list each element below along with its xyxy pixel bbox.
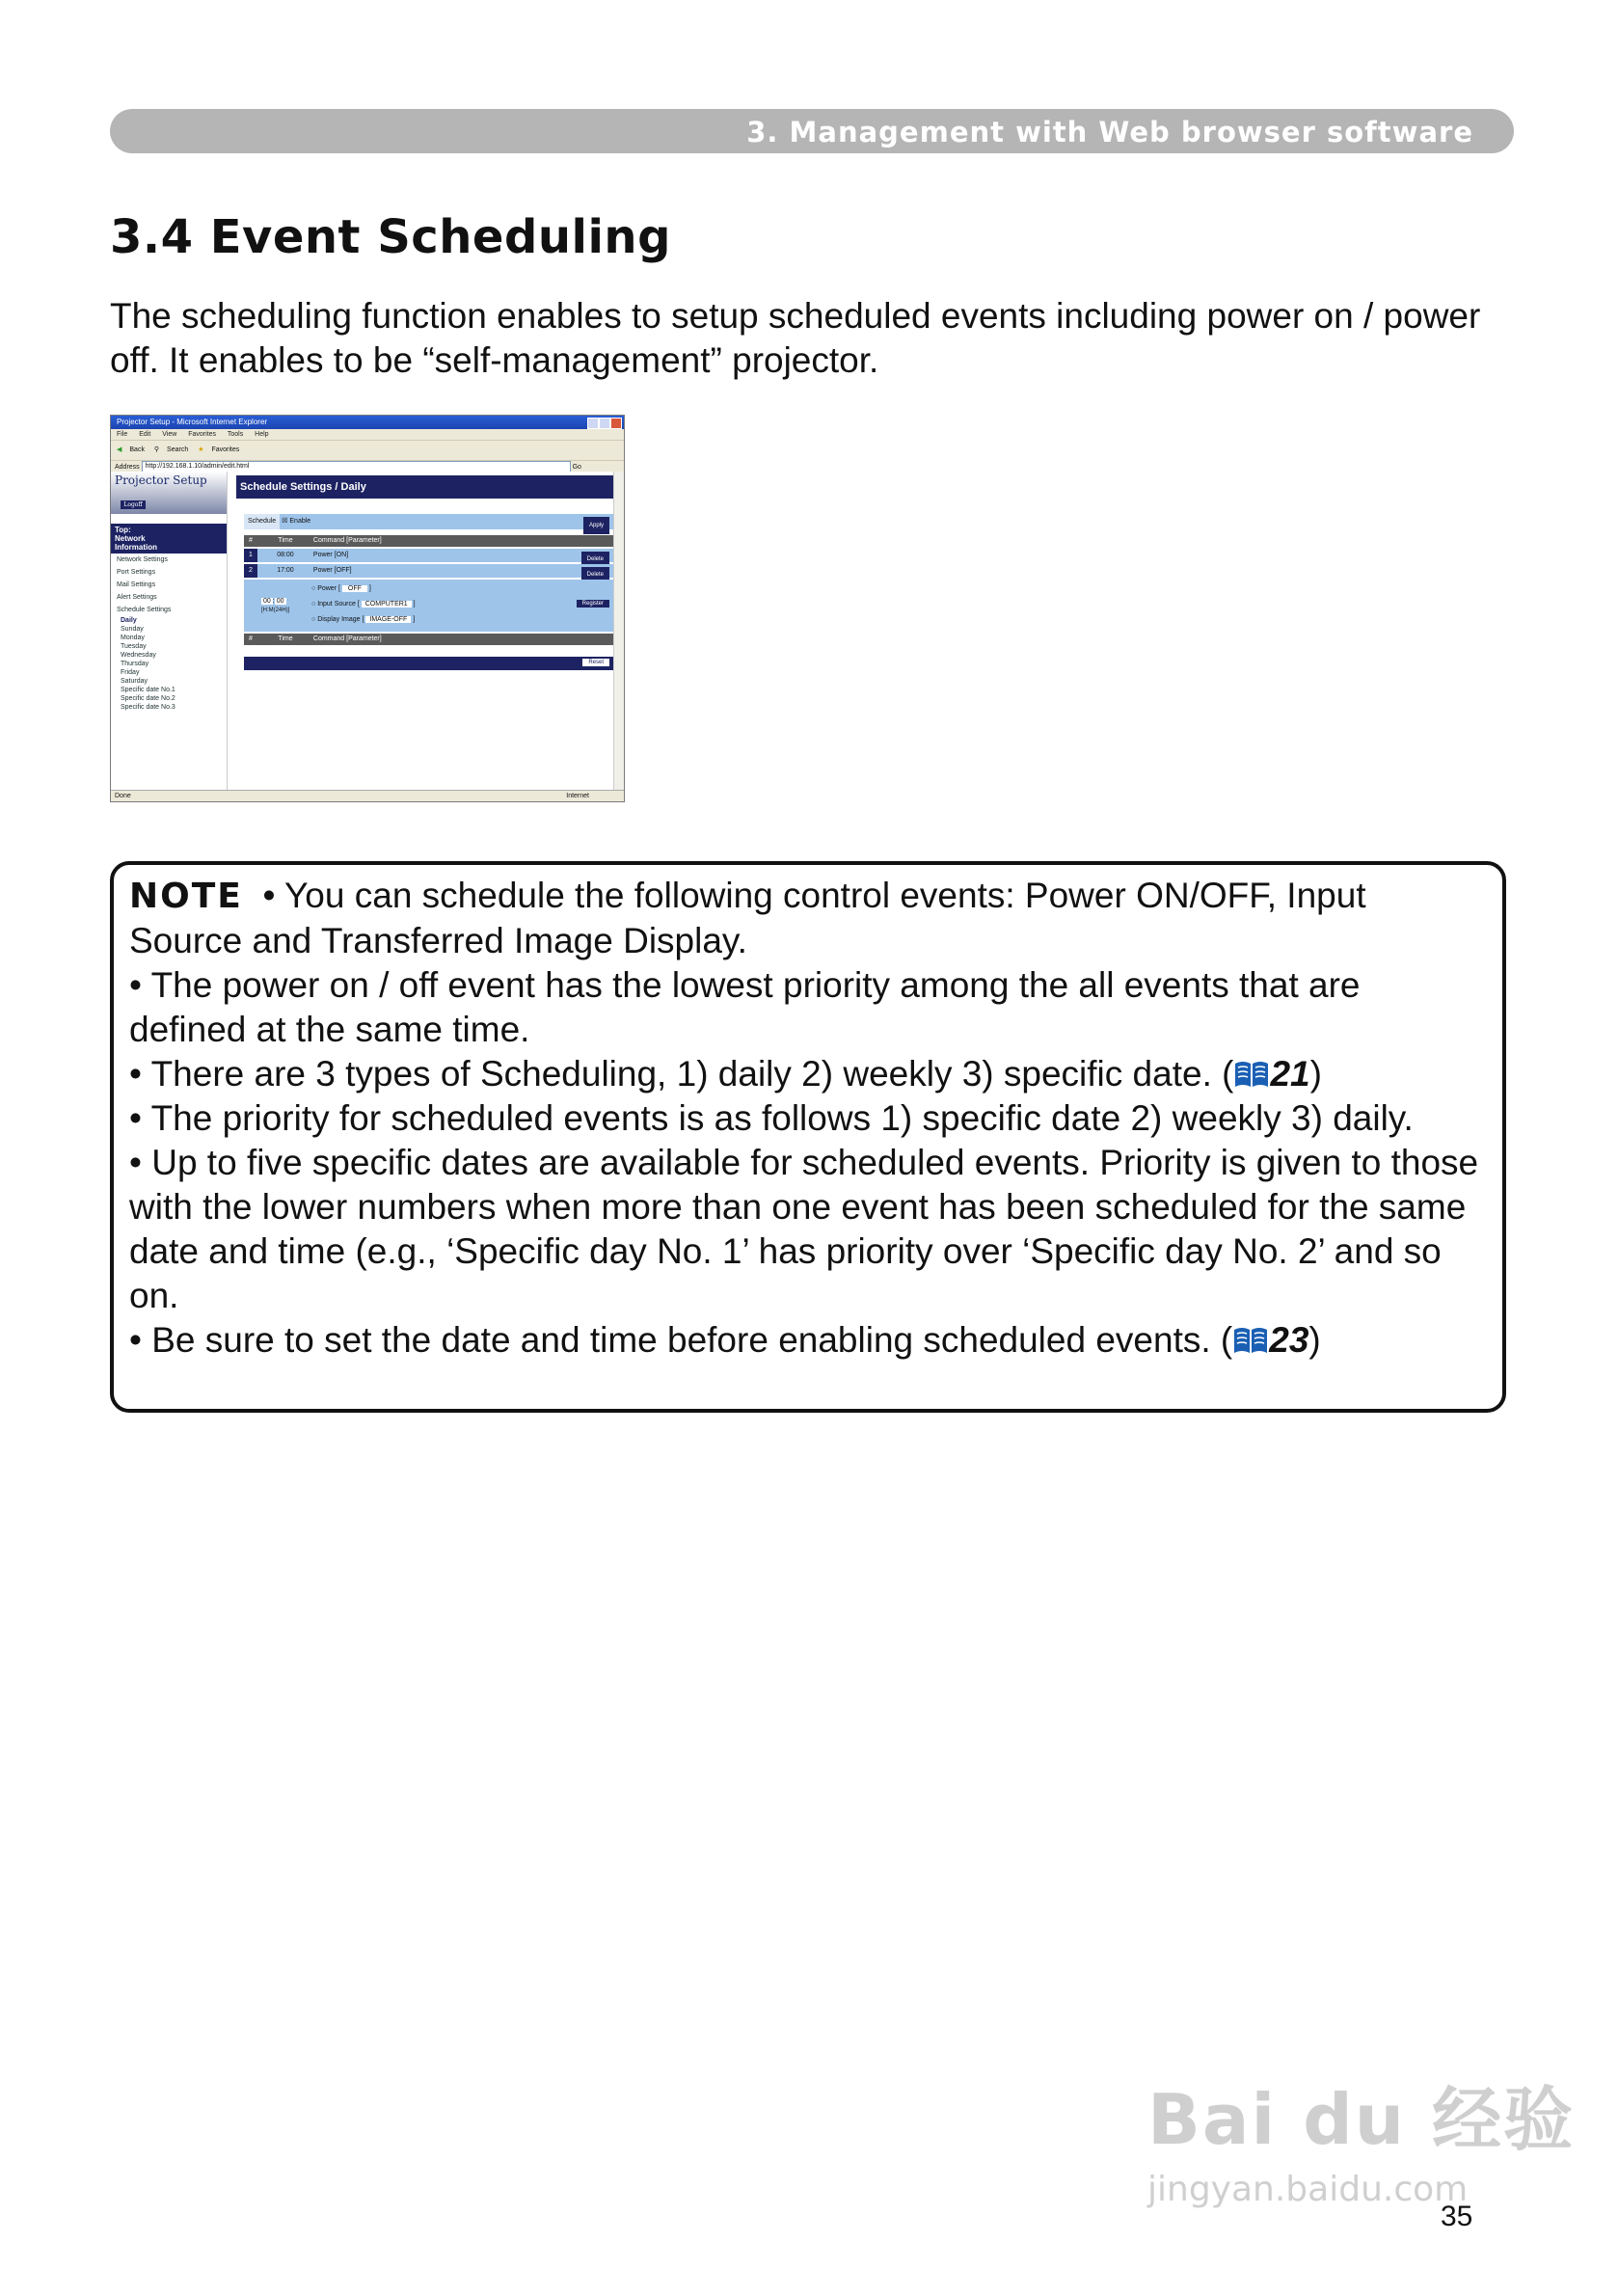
menu-file: File [117,431,128,438]
event-1-time: 08:00 [277,552,294,558]
top-information: Information [115,543,157,552]
note-text-6: • Be sure to set the date and time before enabling scheduled events. ( [129,1320,1233,1360]
note-item-4: • The priority for scheduled events is as follows 1) specific date 2) weekly 3) daily. [129,1098,1414,1138]
event-2-num: 2 [244,564,257,578]
top-label: Top: [115,526,131,534]
option-input-source: ○ Input Source [ COMPUTER1 ] [311,601,416,608]
note-item-5: • Up to five specific dates are available for scheduled events. Priority is given to those with the lower numbers when more than one event has been scheduled for the same date and time (e.g., ‘Specific day No. 1’ has priority over ‘Specific day No. 2’ and so on. [129,1143,1479,1315]
schedule-specific-3: Specific date No.3 [121,704,175,711]
status-done: Done [115,793,131,799]
option-power-value: OFF [342,585,367,592]
status-bar [111,790,625,801]
apply-button: Apply [583,517,609,534]
col-command: Command [Parameter] [312,537,382,544]
new-event-time: 00 : 00 [H:M(24H)] [261,598,290,613]
event-1-delete-button: Delete [581,552,609,567]
section-header-bar [110,109,1514,153]
schedule-sunday: Sunday [121,626,144,633]
nav-mail-settings: Mail Settings [117,581,156,588]
time-hint: [H:M(24H)] [261,608,290,613]
go-label: Go [572,463,581,471]
new-time-hour: 00 [263,598,271,605]
page-content [111,472,624,790]
event-2-delete-button: Delete [581,567,609,582]
nav-network-settings: Network Settings [117,556,168,563]
new-time-minute: 00 [276,598,284,605]
menu-edit: Edit [139,431,151,438]
note-item-6 [129,1318,1487,1363]
note-label: NOTE [129,877,243,916]
option-power: ○ Power [ OFF ] [311,585,371,592]
schedule-settings-screenshot [110,415,625,802]
new-event-options [311,581,416,628]
back-icon: ◀ [117,446,122,453]
logoff-button: Logoff [121,500,146,509]
schedule-specific-1: Specific date No.1 [121,687,175,693]
register-button: Register [577,600,609,608]
event-row-2 [244,564,615,578]
option-power-label: Power [317,585,337,592]
option-display-label: Display Image [317,616,361,623]
watermark-brand: Bai du 经验 [1147,2079,1576,2160]
note-box [110,861,1506,1413]
col-time: Time [278,537,293,544]
nav-port-settings: Port Settings [117,569,156,576]
page-title: 3.4 Event Scheduling [110,210,671,264]
note-item-2: • The power on / off event has the lowest priority among the all events that are defined at the same time. [129,965,1361,1049]
option-display-value: IMAGE-OFF [365,616,411,623]
enable-label: Enable [289,518,311,525]
note-ref-23: 23 [1269,1320,1309,1360]
sidebar [111,472,228,790]
menu-favorites: Favorites [188,431,217,438]
note-item-1 [129,874,1487,963]
event-row-1 [244,549,615,562]
schedule-label: Schedule [244,514,280,529]
schedule-saturday: Saturday [121,678,148,685]
option-input-label: Input Source [317,601,356,608]
search-icon: ⚲ [153,446,160,453]
minimize-icon [587,418,599,429]
schedule-wednesday: Wednesday [121,652,156,659]
intro-paragraph: The scheduling function enables to setup scheduled events including power on / power off. It enables to be “self-management” projector. [110,296,1481,380]
event-1-num: 1 [244,549,257,562]
schedule-specific-2: Specific date No.2 [121,695,175,702]
page-scrollbar [613,472,624,790]
window-title: Projector Setup - Microsoft Internet Explorer [117,418,268,426]
favorites-label: Favorites [211,446,240,453]
section-header-text: 3. Management with Web browser software [746,116,1473,149]
note-close-1: ) [1309,1054,1322,1094]
nav-schedule-settings: Schedule Settings [117,607,172,613]
window-titlebar [111,416,624,429]
note-item-3 [129,1052,1487,1096]
menu-help: Help [255,431,269,438]
new-event-row [244,580,615,632]
menu-bar [111,429,624,440]
top-network-information [111,524,227,554]
browser-toolbar [111,440,624,460]
close-icon [610,418,622,429]
event-2-command: Power [OFF] [312,567,352,574]
top-network: Network [115,534,146,543]
schedule-friday: Friday [121,669,140,676]
page-number: 35 [1441,2201,1473,2232]
col-command-footer: Command [Parameter] [312,635,382,642]
logo-text: Projector Setup [115,473,207,487]
note-ref-21: 21 [1270,1054,1310,1094]
menu-tools: Tools [227,431,244,438]
events-header-row [244,535,615,547]
schedule-tuesday: Tuesday [121,643,147,650]
favorites-icon: ★ [198,446,204,453]
reset-button: Reset [582,659,609,666]
schedule-heading: Schedule Settings / Daily [236,475,617,499]
option-display-image: ○ Display Image [ IMAGE-OFF ] [311,616,416,623]
schedule-main-panel [236,472,617,790]
projector-setup-logo [111,472,227,514]
col-time-footer: Time [278,635,293,642]
maximize-icon [599,418,610,429]
schedule-enable-row [244,514,615,529]
col-num: # [249,537,253,544]
schedule-thursday: Thursday [121,661,149,667]
note-text-1: • You can schedule the following control events: Power ON/OFF, Input Source and Transferred Image Display. [129,876,1366,960]
event-2-time: 17:00 [277,567,294,574]
event-1-command: Power [ON] [312,552,349,558]
schedule-daily: Daily [121,617,137,624]
search-label: Search [167,446,189,453]
status-zone: Internet [566,793,589,799]
note-close-2: ) [1308,1320,1321,1360]
menu-view: View [162,431,177,438]
nav-alert-settings: Alert Settings [117,594,157,601]
book-reference-icon [1232,1324,1269,1357]
schedule-monday: Monday [121,635,145,641]
address-field: http://192.168.1.10/admin/edit.html [142,461,571,473]
book-reference-icon [1233,1058,1270,1091]
watermark-url: jingyan.baidu.com [1147,2170,1469,2209]
back-label: Back [129,446,145,453]
baidu-watermark [1147,2064,1575,2209]
enable-checkbox: ☒ [282,518,288,525]
option-input-value: COMPUTER1 [362,601,412,608]
address-label: Address [115,463,140,471]
events-footer-row [244,634,615,645]
reset-row [244,657,615,670]
note-text-3: • There are 3 types of Scheduling, 1) daily 2) weekly 3) specific date. ( [129,1054,1234,1094]
col-num-footer: # [249,635,253,642]
